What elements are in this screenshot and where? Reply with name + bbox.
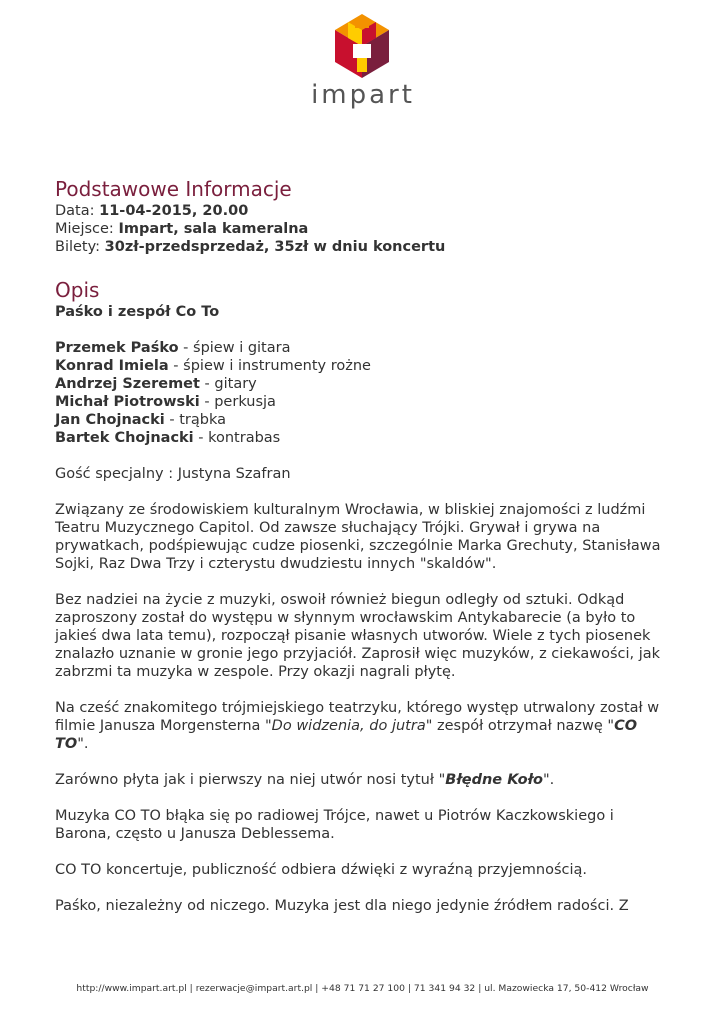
logo-wordmark: impart (311, 80, 415, 110)
member-role: - perkusja (199, 394, 276, 410)
paragraph-album (55, 771, 670, 789)
place-label: Miejsce: (55, 221, 119, 237)
text-fragment: ". (77, 736, 89, 752)
member-name: Jan Chojnacki (55, 412, 165, 428)
date-value: 11-04-2015, 20.00 (99, 203, 249, 219)
footer-contact: http://www.impart.art.pl | rezerwacje@impart.art.pl | +48 71 71 27 100 | 71 341 94 32 | ul. Mazowiecka 17, 50-412 Wrocław (76, 983, 649, 994)
tickets-line (55, 238, 670, 256)
text-fragment: " zespół otrzymał nazwę " (425, 718, 615, 734)
paragraph-background: Związany ze środowiskiem kulturalnym Wrocławia, w bliskiej znajomości z ludźmi Teatru Muzycznego Capitol. Od zawsze słuchający Trójki. Grywał i grywa na prywatkach, podśpiewując cudze piosenki, szczególnie Marka Grechuty, Stanisława Sojki, Raz Dwa Trzy i czterystu dwudziestu innych "skaldów". (55, 502, 661, 572)
member-line (55, 429, 670, 447)
info-heading: Podstawowe Informacje (55, 177, 292, 201)
member-role: - śpiew i gitara (178, 340, 291, 356)
impart-logo[interactable] (308, 14, 418, 118)
band-subtitle (55, 303, 670, 321)
film-title: Do widzenia, do jutra (271, 718, 426, 734)
text-fragment: Na cześć znakomitego trójmiejskiego teatrzyku, którego występ utrwalony został w filmie Janusza Morgensterna " (55, 700, 660, 734)
paragraph-concerts: CO TO koncertuje, publiczność odbiera dźwięki z wyraźną przyjemnością. (55, 862, 587, 878)
member-name: Andrzej Szeremet (55, 376, 200, 392)
member-name: Michał Piotrowski (55, 394, 200, 410)
paragraph-band-name (55, 699, 670, 753)
paragraph-closing: Paśko, niezależny od niczego. Muzyka jest dla niego jedynie źródłem radości. Z (55, 898, 629, 914)
date-line (55, 202, 670, 220)
member-line (55, 393, 670, 411)
member-role: - trąbka (164, 412, 226, 428)
paragraph-radio: Muzyka CO TO błąka się po radiowej Trójce, nawet u Piotrów Kaczkowskiego i Barona, często u Janusza Deblessema. (55, 808, 614, 842)
member-name: Konrad Imiela (55, 358, 169, 374)
member-line (55, 375, 670, 393)
tickets-label: Bilety: (55, 239, 105, 255)
member-role: - kontrabas (193, 430, 281, 446)
event-content (55, 176, 670, 915)
member-role: - śpiew i instrumenty rożne (168, 358, 371, 374)
band-name: CO TO (55, 718, 638, 752)
special-guest: Gość specjalny : Justyna Szafran (55, 466, 291, 482)
place-line (55, 220, 670, 238)
album-title: Błędne Koło (445, 772, 543, 788)
member-role: - gitary (199, 376, 257, 392)
band-subtitle-text: Paśko i zespół Co To (55, 304, 220, 320)
description-heading: Opis (55, 278, 100, 302)
date-label: Data: (55, 203, 100, 219)
member-line (55, 339, 670, 357)
tickets-value: 30zł-przedsprzedaż, 35zł w dniu koncertu (104, 239, 446, 255)
paragraph-history: Bez nadziei na życie z muzyki, oswoił również biegun odległy od sztuki. Odkąd zaproszony został do występu w słynnym wrocławskim Antykabarecie (a było to jakieś dwa lata temu), rozpoczął pisanie własnych utworów. Wiele z tych piosenek znalazło uznanie w gronie jego przyjaciół. Zaprosił więc muzyków, z ciekawości, jak zabrzmi ta muzyka w zespole. Przy okazji nagrali płytę. (55, 592, 661, 680)
member-name: Przemek Paśko (55, 340, 179, 356)
impart-logo-mark (333, 14, 391, 78)
member-line (55, 357, 670, 375)
text-fragment: Zarówno płyta jak i pierwszy na niej utwór nosi tytuł " (55, 772, 446, 788)
place-value: Impart, sala kameralna (118, 221, 309, 237)
member-name: Bartek Chojnacki (55, 430, 194, 446)
text-fragment: ". (543, 772, 555, 788)
member-line (55, 411, 670, 429)
